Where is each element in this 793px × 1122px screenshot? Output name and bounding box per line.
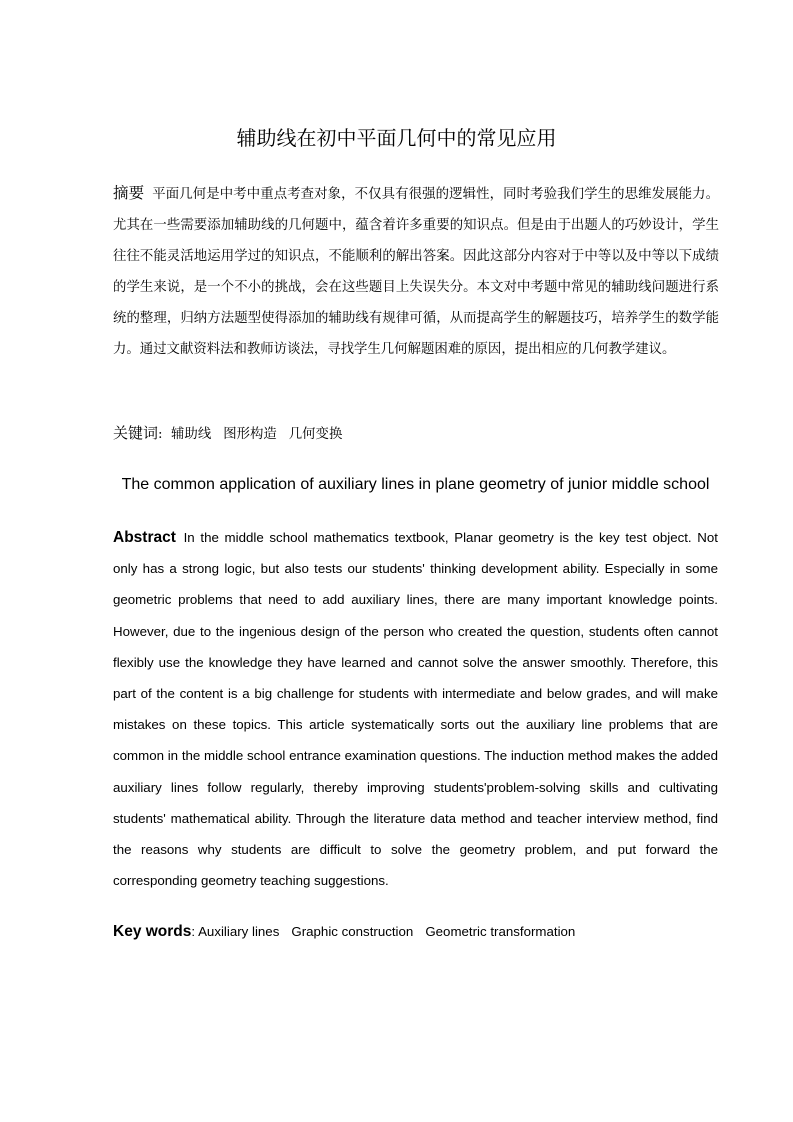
chinese-abstract: [113, 178, 719, 365]
english-keywords-separator: :: [191, 924, 196, 939]
english-keyword: Geometric transformation: [425, 924, 576, 939]
chinese-abstract-label: 摘要: [113, 184, 145, 202]
english-abstract: [113, 522, 718, 896]
chinese-keyword: 几何变换: [288, 427, 343, 442]
chinese-keywords-label: 关键词: [113, 424, 159, 442]
chinese-title: 辅助线在初中平面几何中的常见应用: [236, 126, 557, 150]
english-abstract-text: In the middle school mathematics textbook, Planar geometry is the key test object. Not only has a strong logic, but also tests our students' thinking development ability. Especially in some geometric problems that need to add auxiliary lines, there are many important knowledge points. However, due to the ingenious design of the person who created the question, students often cannot flexibly use the knowledge they have learned and cannot solve the answer smoothly. Therefore, this part of the content is a big challenge for students with intermediate and below grades, and will make mistakes on these topics. This article systematically sorts out the auxiliary line problems that are common in the middle school entrance examination questions. The induction method makes the added auxiliary lines follow regularly, thereby improving students'problem-solving skills and cultivating students' mathematical ability. Through the literature data method and teacher interview method, find the reasons why students are difficult to solve the geometry problem, and put forward the corresponding geometry teaching suggestions.: [113, 530, 719, 889]
english-keyword: Auxiliary lines: [198, 924, 280, 939]
chinese-keyword: 辅助线: [171, 427, 212, 442]
chinese-keyword: 图形构造: [223, 427, 277, 442]
english-keywords-label: Key words: [113, 923, 192, 940]
chinese-keywords-separator: :: [158, 427, 163, 442]
english-title: The common application of auxiliary lines in plane geometry of junior middle school: [121, 476, 710, 493]
english-keyword: Graphic construction: [291, 924, 414, 939]
english-abstract-label: Abstract: [113, 529, 176, 546]
chinese-keywords: [113, 420, 719, 448]
chinese-abstract-text: 平面几何是中考中重点考查对象，不仅具有很强的逻辑性，同时考验我们学生的思维发展能力。尤其在一些需要添加辅助线的几何题中，蕴含着许多重要的知识点。但是由于出题人的巧妙设计，学生往往不能灵活地运用学过的知识点，不能顺利的解出答案。因此这部分内容对于中等以及中等以下成绩的学生来说，是一个不小的挑战，会在这些题目上失误失分。本文对中考题中常见的辅助线问题进行系统的整理，归纳方法题型使得添加的辅助线有规律可循，从而提高学生的解题技巧，培养学生的数学能力。通过文献资料法和教师访谈法，寻找学生几何解题困难的原因，提出相应的几何教学建议。: [113, 187, 719, 357]
english-keywords: [113, 918, 719, 946]
